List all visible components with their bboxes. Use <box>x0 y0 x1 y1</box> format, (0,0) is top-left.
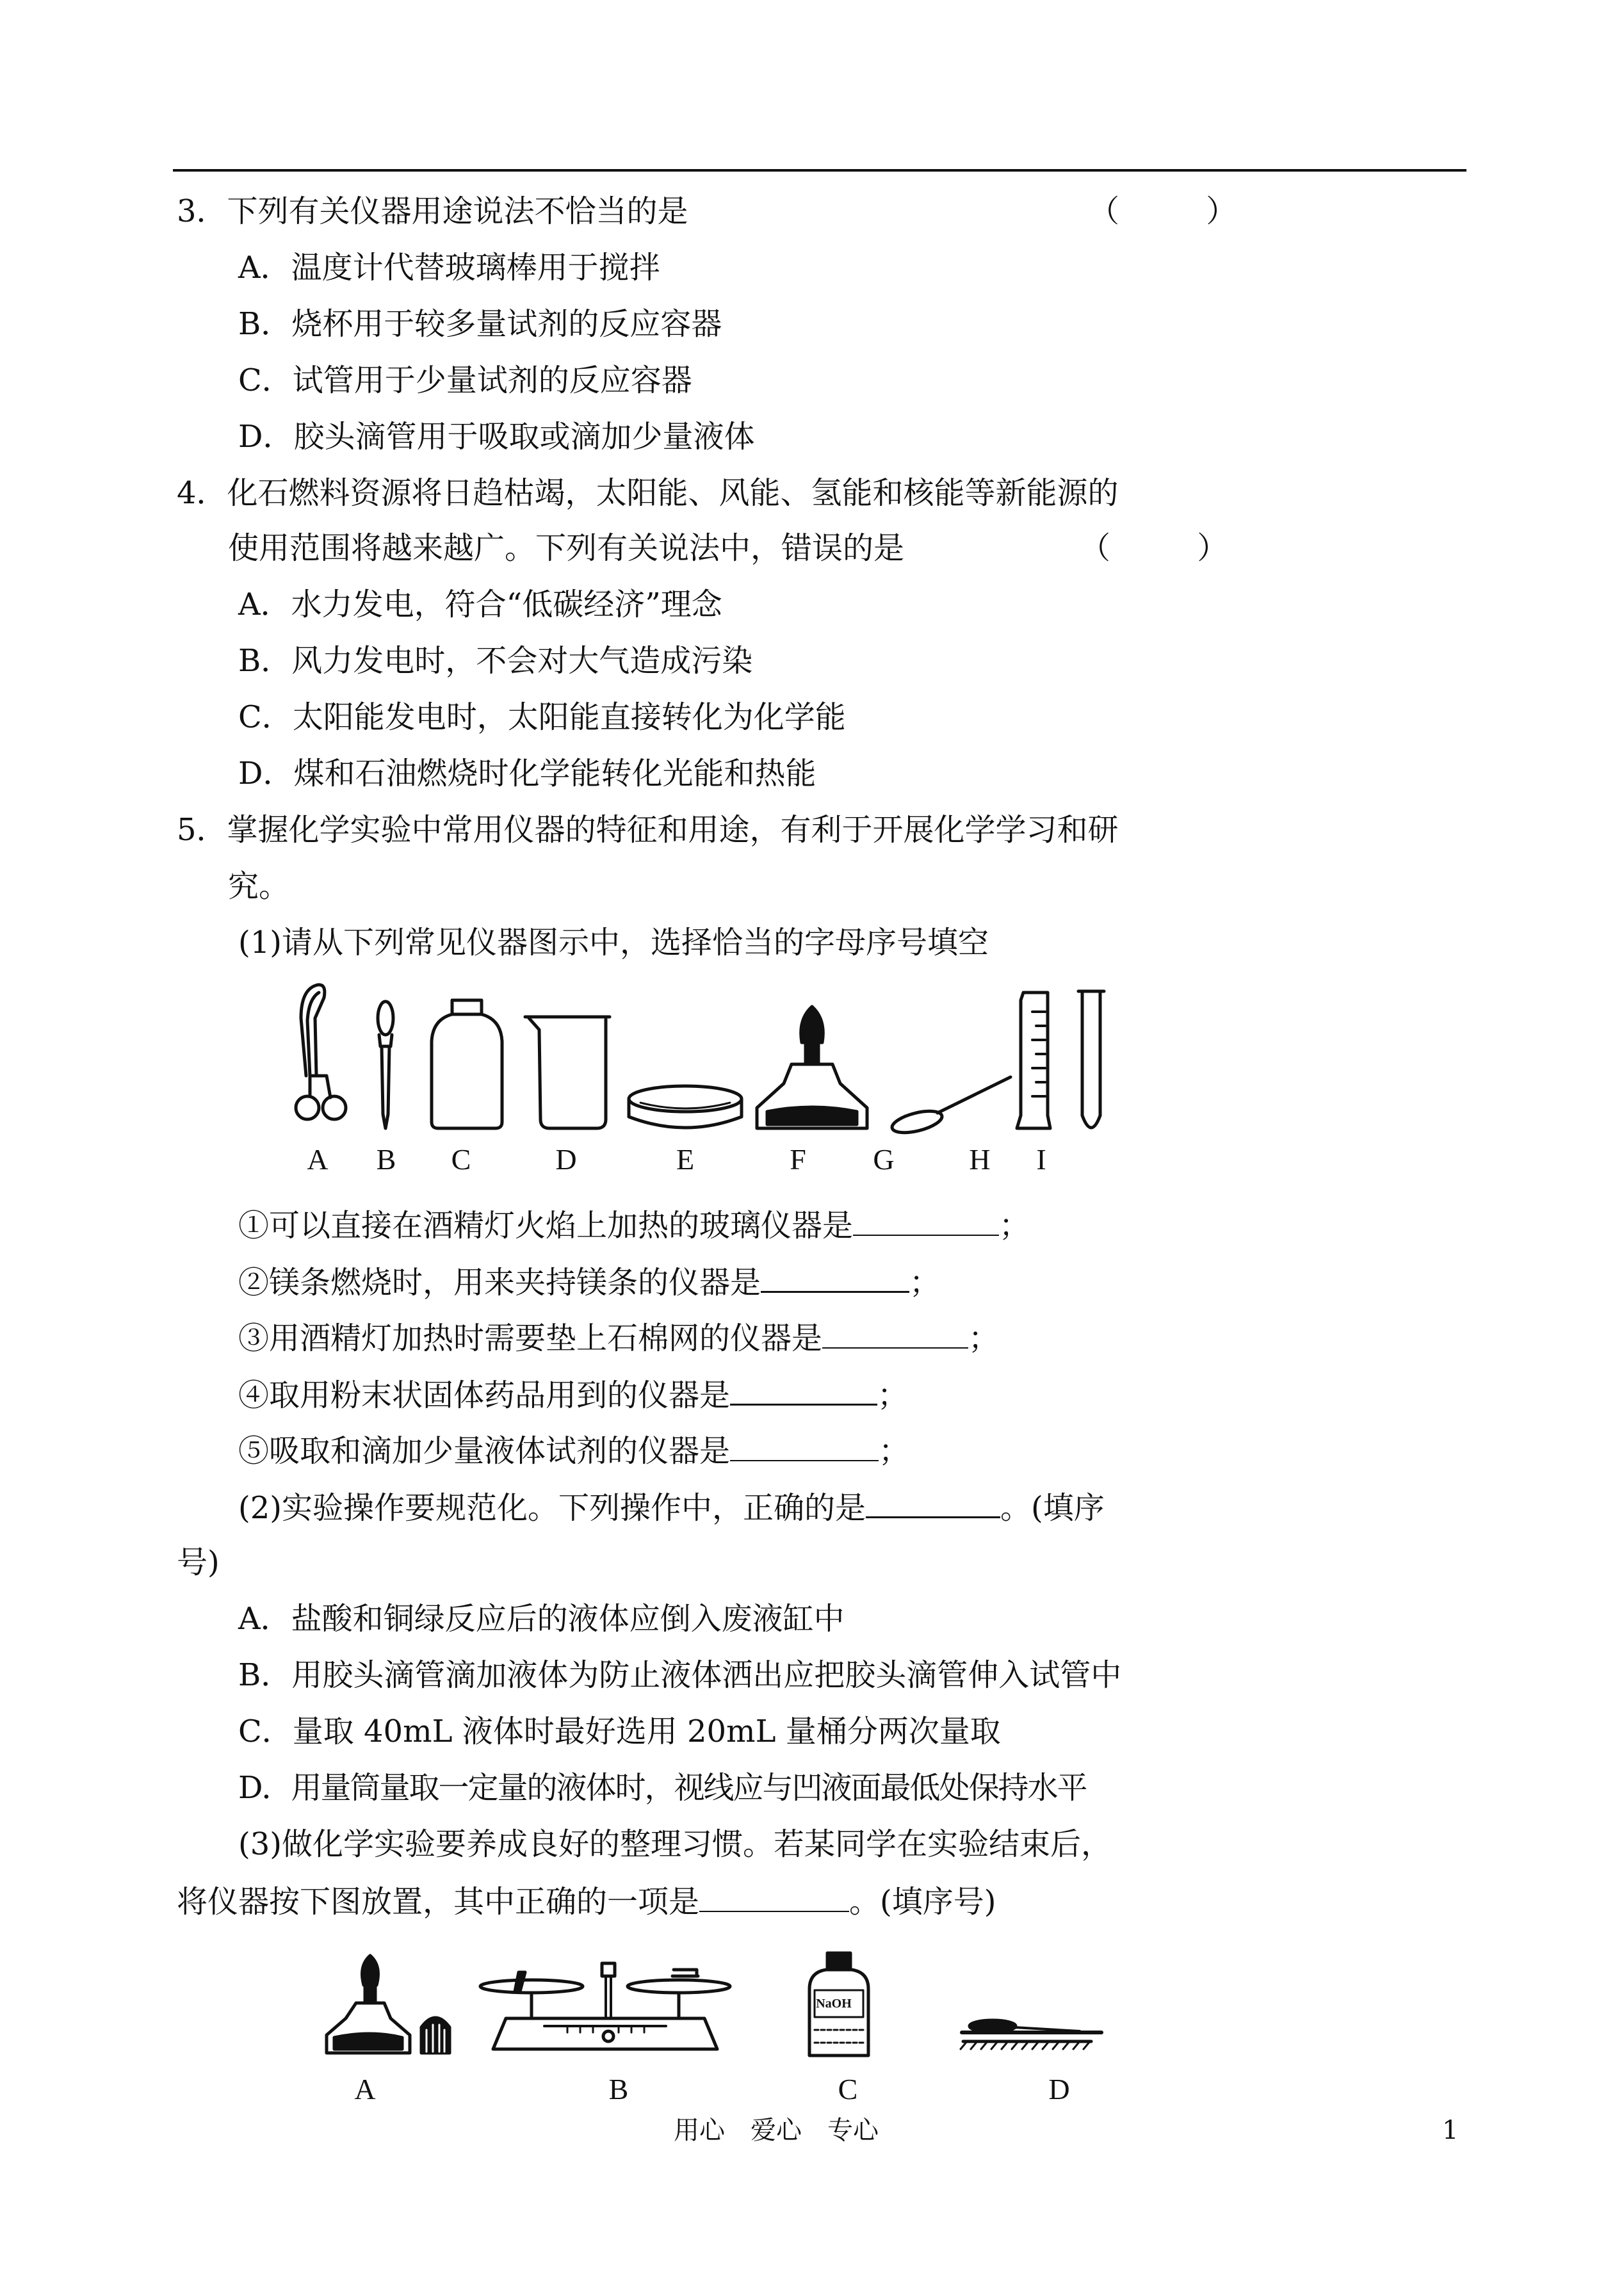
q3-option-b: B．烧杯用于较多量试剂的反应容器 <box>238 306 722 342</box>
q5-part2-option-c: C．量取 40mL 液体时最好选用 20mL 量桶分两次量取 <box>238 1714 1001 1749</box>
crucible-tongs-icon <box>296 985 346 1119</box>
fig1-label-e: E <box>676 1143 695 1176</box>
answer-blank[interactable] <box>699 1881 849 1912</box>
balance-scale-icon <box>480 1963 730 2049</box>
q5-blank-4: ④取用粉末状固体药品用到的仪器是 ； <box>238 1374 908 1415</box>
wide-mouth-bottle-icon <box>432 1000 502 1128</box>
graduated-cylinder-icon <box>1017 993 1050 1128</box>
q5-part2-option-d: D．用量筒量取一定量的液体时，视线应与凹液面最低处保持水平 <box>238 1770 1087 1806</box>
q5-part2-option-b: B．用胶头滴管滴加液体为防止液体洒出应把胶头滴管伸入试管中 <box>238 1657 1122 1693</box>
fig1-label-d: D <box>555 1143 577 1176</box>
q3-option-a: A．温度计代替玻璃棒用于搅拌 <box>238 250 660 286</box>
q5-blank-5: ⑤吸取和滴加少量液体试剂的仪器是 ； <box>238 1431 909 1470</box>
q3-answer-paren: （ ） <box>1089 193 1276 229</box>
alcohol-lamp-icon <box>327 1956 450 2053</box>
fig2-label-d: D <box>1048 2073 1070 2105</box>
q4-option-d: D．煤和石油燃烧时化学能转化光能和热能 <box>238 756 816 791</box>
q4-stem-line2: 使用范围将越来越广。下列有关说法中，错误的是 <box>228 530 905 566</box>
q5-stem-line1: 5．掌握化学实验中常用仪器的特征和用途，有利于开展化学学习和研 <box>177 812 1119 848</box>
fig1-label-i: I <box>1036 1143 1046 1176</box>
q5-part2-prompt-cont: 号) <box>177 1545 220 1580</box>
dropper-on-bench-icon <box>961 2020 1101 2049</box>
q5-part2-prompt: (2)实验操作要规范化。下列操作中，正确的是 。(填序 <box>238 1487 1105 1527</box>
answer-blank[interactable] <box>761 1261 909 1293</box>
evaporating-dish-icon <box>629 1086 742 1128</box>
fig2-label-c: C <box>838 2073 858 2105</box>
instrument-placement-figure <box>314 1947 1159 2068</box>
beaker-icon <box>525 1017 610 1128</box>
q4-answer-paren: （ ） <box>1080 530 1267 566</box>
fig2-label-a: A <box>354 2073 376 2105</box>
q5-part3-prompt: (3)做化学实验要养成良好的整理习惯。若某同学在实验结束后， <box>238 1826 1112 1862</box>
fig1-label-b: B <box>376 1143 396 1176</box>
fig2-label-b: B <box>608 2073 629 2105</box>
q3-option-c: C．试管用于少量试剂的反应容器 <box>238 362 692 398</box>
q5-part3-prompt-cont: 将仪器按下图放置，其中正确的一项是 。(填序号) <box>177 1881 996 1921</box>
answer-blank[interactable] <box>853 1205 999 1236</box>
q4-stem-line1: 4．化石燃料资源将日趋枯竭，太阳能、风能、氢能和核能等新能源的 <box>177 475 1119 511</box>
dropper-icon <box>378 1002 393 1128</box>
footer-motto: 用心 爱心 专心 <box>674 2116 879 2145</box>
answer-blank[interactable] <box>730 1431 879 1461</box>
answer-blank[interactable] <box>866 1487 1000 1518</box>
bottle-label: NaOH <box>816 1997 852 2011</box>
q4-option-b: B．风力发电时，不会对大气造成污染 <box>238 643 753 679</box>
fig1-label-c: C <box>451 1143 471 1176</box>
fig1-label-a: A <box>307 1143 329 1176</box>
lab-instruments-figure <box>282 980 1127 1140</box>
page-number: 1 <box>1442 2116 1459 2145</box>
q5-part2-option-a: A．盐酸和铜绿反应后的液体应倒入废液缸中 <box>238 1601 845 1637</box>
alcohol-lamp-icon <box>757 1007 867 1128</box>
fig1-label-g: G <box>873 1143 895 1176</box>
q3-option-d: D．胶头滴管用于吸取或滴加少量液体 <box>238 419 755 455</box>
header-rule <box>173 169 1466 172</box>
answer-blank[interactable] <box>822 1318 968 1349</box>
fig1-label-h: H <box>969 1143 991 1176</box>
q5-blank-2: ②镁条燃烧时，用来夹持镁条的仪器是 ； <box>238 1261 940 1302</box>
medicine-spoon-icon <box>890 1077 1011 1137</box>
q5-blank-3: ③用酒精灯加热时需要垫上石棉网的仪器是 ； <box>238 1318 999 1358</box>
q3-stem: 3．下列有关仪器用途说法不恰当的是 <box>177 193 688 229</box>
answer-blank[interactable] <box>730 1374 877 1406</box>
q5-blank-1: ①可以直接在酒精灯火焰上加热的玻璃仪器是 ； <box>238 1205 1030 1245</box>
fig1-label-f: F <box>790 1143 806 1176</box>
test-tube-icon <box>1078 991 1104 1128</box>
q5-part1-prompt: (1)请从下列常见仪器图示中，选择恰当的字母序号填空 <box>238 925 989 961</box>
q4-option-a: A．水力发电，符合“低碳经济”理念 <box>238 587 722 622</box>
q5-stem-line2: 究。 <box>228 868 290 904</box>
q4-option-c: C．太阳能发电时，太阳能直接转化为化学能 <box>238 699 846 735</box>
